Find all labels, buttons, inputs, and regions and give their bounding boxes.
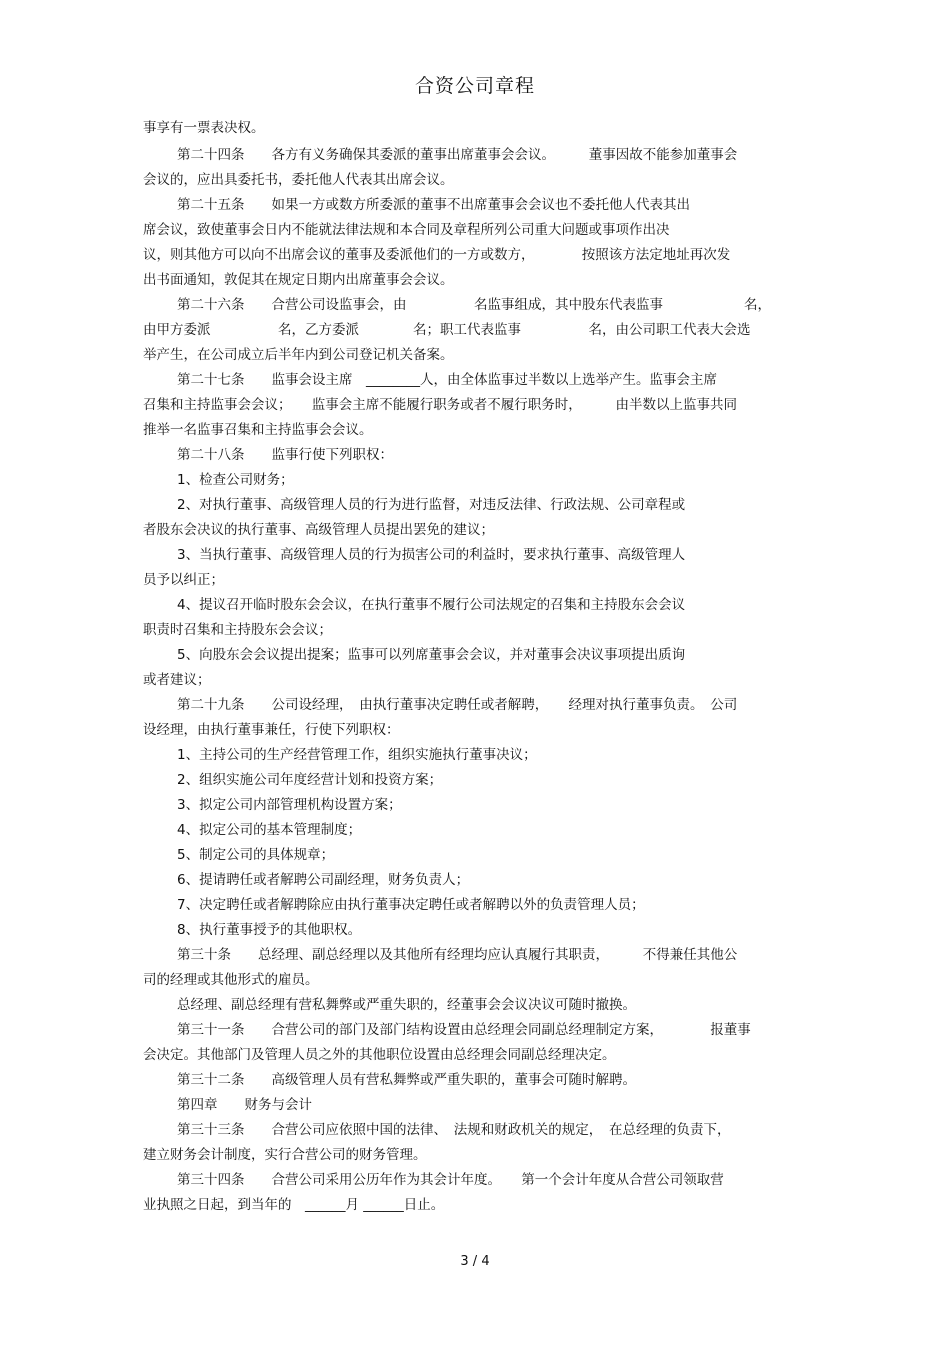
page-title: 合资公司章程 — [414, 75, 535, 97]
text-line: 席会议，致使董事会日内不能就法律法规和本合同及章程所列公司重大问题或事项作出决 — [143, 222, 670, 238]
text-line: 3、当执行董事、高级管理人员的行为损害公司的利益时，要求执行董事、高级管理人 — [177, 547, 686, 563]
text-line: 总经理、副总经理有营私舞弊或严重失职的，经董事会会议决议可随时撤换。 — [177, 997, 636, 1013]
text-line: 第二十四条 各方有义务确保其委派的董事出席董事会会议。 董事因故不能参加董事会 — [177, 147, 738, 163]
text-line: 事享有一票表决权。 — [143, 120, 265, 136]
text-line: 2、组织实施公司年度经营计划和投资方案； — [177, 772, 443, 788]
text-line: 第三十三条 合营公司应依照中国的法律、 法规和财政机关的规定， 在总经理的负责下， — [177, 1122, 731, 1138]
text-line: 6、提请聘任或者解聘公司副经理，财务负责人； — [177, 872, 470, 888]
text-line: 司的经理或其他形式的雇员。 — [143, 972, 319, 988]
text-line: 会决定。其他部门及管理人员之外的其他职位设置由总经理会同副总经理决定。 — [143, 1047, 616, 1063]
text-line: 7、决定聘任或者解聘除应由执行董事决定聘任或者解聘以外的负责管理人员； — [177, 897, 645, 913]
text-line: 设经理，由执行董事兼任，行使下列职权： — [143, 722, 400, 738]
text-line: 4、拟定公司的基本管理制度； — [177, 822, 362, 838]
text-line: 2、对执行董事、高级管理人员的行为进行监督，对违反法律、行政法规、公司章程或 — [177, 497, 686, 513]
text-line: 职责时召集和主持股东会会议； — [143, 622, 332, 638]
text-line: 5、制定公司的具体规章； — [177, 847, 335, 863]
text-line: 5、向股东会会议提出提案；监事可以列席董事会会议，并对董事会决议事项提出质询 — [177, 647, 686, 663]
text-line: 第二十六条 合营公司设监事会，由 名监事组成，其中股东代表监事 名， — [177, 297, 771, 313]
text-line: 出书面通知，敦促其在规定日期内出席董事会会议。 — [143, 272, 454, 288]
text-line: 第三十条 总经理、副总经理以及其他所有经理均应认真履行其职责， 不得兼任其他公 — [177, 947, 738, 963]
text-line: 由甲方委派 名，乙方委派 名；职工代表监事 名，由公司职工代表大会选 — [143, 322, 751, 338]
text-line: 业执照之日起，到当年的 ______月 ______日止。 — [143, 1197, 445, 1213]
text-line: 第三十四条 合营公司采用公历年作为其会计年度。 第一个会计年度从合营公司领取营 — [177, 1172, 724, 1188]
text-line: 第二十九条 公司设经理， 由执行董事决定聘任或者解聘， 经理对执行董事负责。 公司 — [177, 697, 738, 713]
text-line: 8、执行董事授予的其他职权。 — [177, 922, 362, 938]
text-line: 或者建议； — [143, 672, 211, 688]
text-line: 建立财务会计制度，实行合营公司的财务管理。 — [143, 1147, 427, 1163]
text-line: 第二十八条 监事行使下列职权： — [177, 447, 393, 463]
text-line: 会议的，应出具委托书，委托他人代表其出席会议。 — [143, 172, 454, 188]
text-line: 议，则其他方可以向不出席会议的董事及委派他们的一方或数方， 按照该方法定地址再次发 — [143, 247, 731, 263]
text-line: 第四章 财务与会计 — [177, 1097, 312, 1113]
text-line: 4、提议召开临时股东会会议，在执行董事不履行公司法规定的召集和主持股东会会议 — [177, 597, 686, 613]
text-line: 者股东会决议的执行董事、高级管理人员提出罢免的建议； — [143, 522, 494, 538]
text-line: 第三十二条 高级管理人员有营私舞弊或严重失职的，董事会可随时解聘。 — [177, 1072, 636, 1088]
text-line: 1、检查公司财务； — [177, 472, 294, 488]
text-line: 第二十七条 监事会设主席 ________人，由全体监事过半数以上选举产生。监事会主席 — [177, 372, 717, 388]
text-line: 1、主持公司的生产经营管理工作，组织实施执行董事决议； — [177, 747, 537, 763]
text-line: 举产生，在公司成立后半年内到公司登记机关备案。 — [143, 347, 454, 363]
text-line: 第三十一条 合营公司的部门及部门结构设置由总经理会同副总经理制定方案， 报董事 — [177, 1022, 751, 1038]
text-line: 召集和主持监事会会议； 监事会主席不能履行职务或者不履行职务时， 由半数以上监事共同 — [143, 397, 737, 413]
page-indicator: 3 / 4 — [460, 1254, 490, 1269]
text-line: 推举一名监事召集和主持监事会会议。 — [143, 422, 373, 438]
text-line: 3、拟定公司内部管理机构设置方案； — [177, 797, 402, 813]
text-line: 员予以纠正； — [143, 572, 224, 588]
text-line: 第二十五条 如果一方或数方所委派的董事不出席董事会会议也不委托他人代表其出 — [177, 197, 690, 213]
